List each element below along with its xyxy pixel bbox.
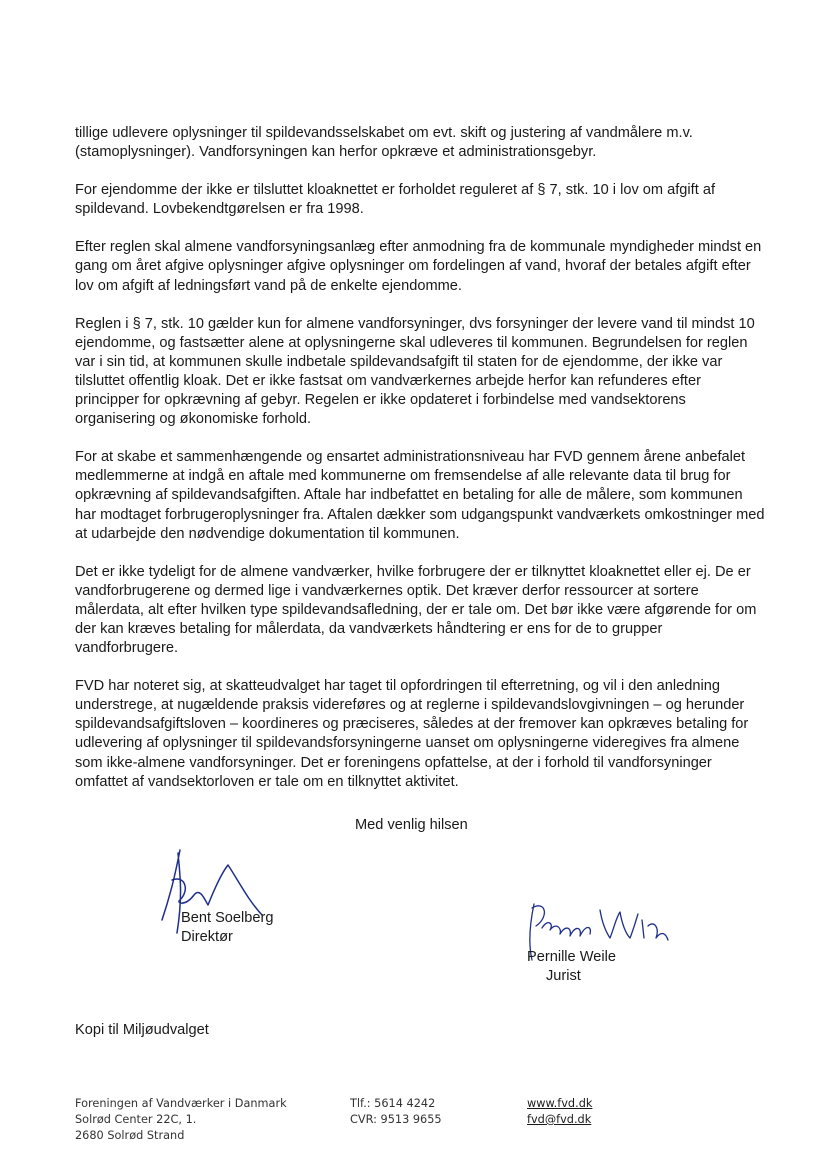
paragraph-3: Efter reglen skal almene vandforsyningsanlæg efter anmodning fra de kommunale myndigheder mindst en gang om året afgive oplysninger afgive oplysninger om fordelingen af vand, hvoraf der betales afgift efter lov om afgift af ledningsført vand på de enkelte ejendomme. xyxy=(75,239,762,294)
footer-phone: Tlf.: 5614 4242 xyxy=(350,1097,436,1110)
signatory-title: Jurist xyxy=(546,968,581,984)
signatory-name: Pernille Weile xyxy=(527,949,616,965)
paragraph-5: For at skabe et sammenhængende og ensartet administrationsniveau har FVD gennem årene anbefalet medlemmerne at indgå en aftale med kommunerne om fremsendelse af alle relevante data til brug for opkrævning af spildevandsafgiften. Aftale har indbefattet en betaling for alle de målere, som kommunen har modtaget forbrugeroplysninger fra. Aftalen dækker som udgangspunkt vandværkets omkostninger med at udarbejde den nødvendige dokumentation til kommunen. xyxy=(75,449,765,542)
signatory-name: Bent Soelberg xyxy=(181,910,274,926)
footer-web-link[interactable]: www.fvd.dk xyxy=(527,1097,593,1110)
paragraph-7: FVD har noteret sig, at skatteudvalget har taget til opfordringen til efterretning, og vil i den anledning understrege, at nugældende praksis videreføres og at reglerne i spildevandslovgivningen – og herunder spildevandsafgiftsloven – koordineres og præciseres, således at der fremover kan opkræves betaling for udlevering af oplysninger til spildevandsforsyningerne uanset om oplysningerne videregives fra almene som ikke-almene vandforsyninger. Det er foreningens opfattelse, at der i forhold til vandforsyninger omfattet af vandsektorloven er tale om en tilknyttet aktivitet. xyxy=(75,678,749,790)
footer-cvr: CVR: 9513 9655 xyxy=(350,1112,442,1126)
letter-body xyxy=(75,124,765,792)
footer-address xyxy=(75,1096,287,1143)
paragraph-2: For ejendomme der ikke er tilsluttet kloaknettet er forholdet reguleret af § 7, stk. 10 i lov om afgift af spildevand. Lovbekendtgørelsen er fra 1998. xyxy=(75,182,716,218)
paragraph-4: Reglen i § 7, stk. 10 gælder kun for almene vandforsyninger, dvs forsyninger der levere vand til mindst 10 ejendomme, og fastsætter alene at oplysningerne skal udleveres til kommunen. Begrundelsen for reglen var i sin tid, at kommunen skulle indbetale spildevandsafgift til staten for de ejendomme, der ikke var tilsluttet offentlig kloak. Det er ikke fastsat om vandværkernes arbejde herfor kan refunderes efter principper for opkrævning af gebyr. Regelen er ikke opdateret i forbindelse med vandsektorens organisering og økonomiske forhold. xyxy=(75,315,755,428)
paragraph-6: Det er ikke tydeligt for de almene vandværker, hvilke forbrugere der er tilknyttet kloaknettet eller ej. De er vandforbrugerene og dermed lige i vandværkernes optik. Det kræver derfor ressourcer at sortere målerdata, alt efter hvilken type spildevandsafledning, der er tale om. Det bør ikke være afgørende for om der kan kræves betaling for målerdata, da vandværkets håndtering er ens for de to grupper vandforbrugere. xyxy=(75,563,757,657)
signatory-title: Direktør xyxy=(181,929,233,945)
footer-address-line2: 2680 Solrød Strand xyxy=(75,1128,185,1142)
footer-contact xyxy=(350,1096,442,1128)
footer-address-line1: Solrød Center 22C, 1. xyxy=(75,1112,197,1126)
footer-links xyxy=(527,1096,592,1128)
footer-email-link[interactable]: fvd@fvd.dk xyxy=(527,1112,592,1126)
paragraph-1: tillige udlevere oplysninger til spildevandsselskabet om evt. skift og justering af vandmålere m.v. (stamoplysninger). Vandforsyningen kan herfor opkræve et administrationsgebyr. xyxy=(75,125,693,161)
footer-org-name: Foreningen af Vandværker i Danmark xyxy=(75,1097,287,1110)
copy-to-line: Kopi til Miljøudvalget xyxy=(75,1022,209,1038)
closing-greeting: Med venlig hilsen xyxy=(355,817,468,833)
